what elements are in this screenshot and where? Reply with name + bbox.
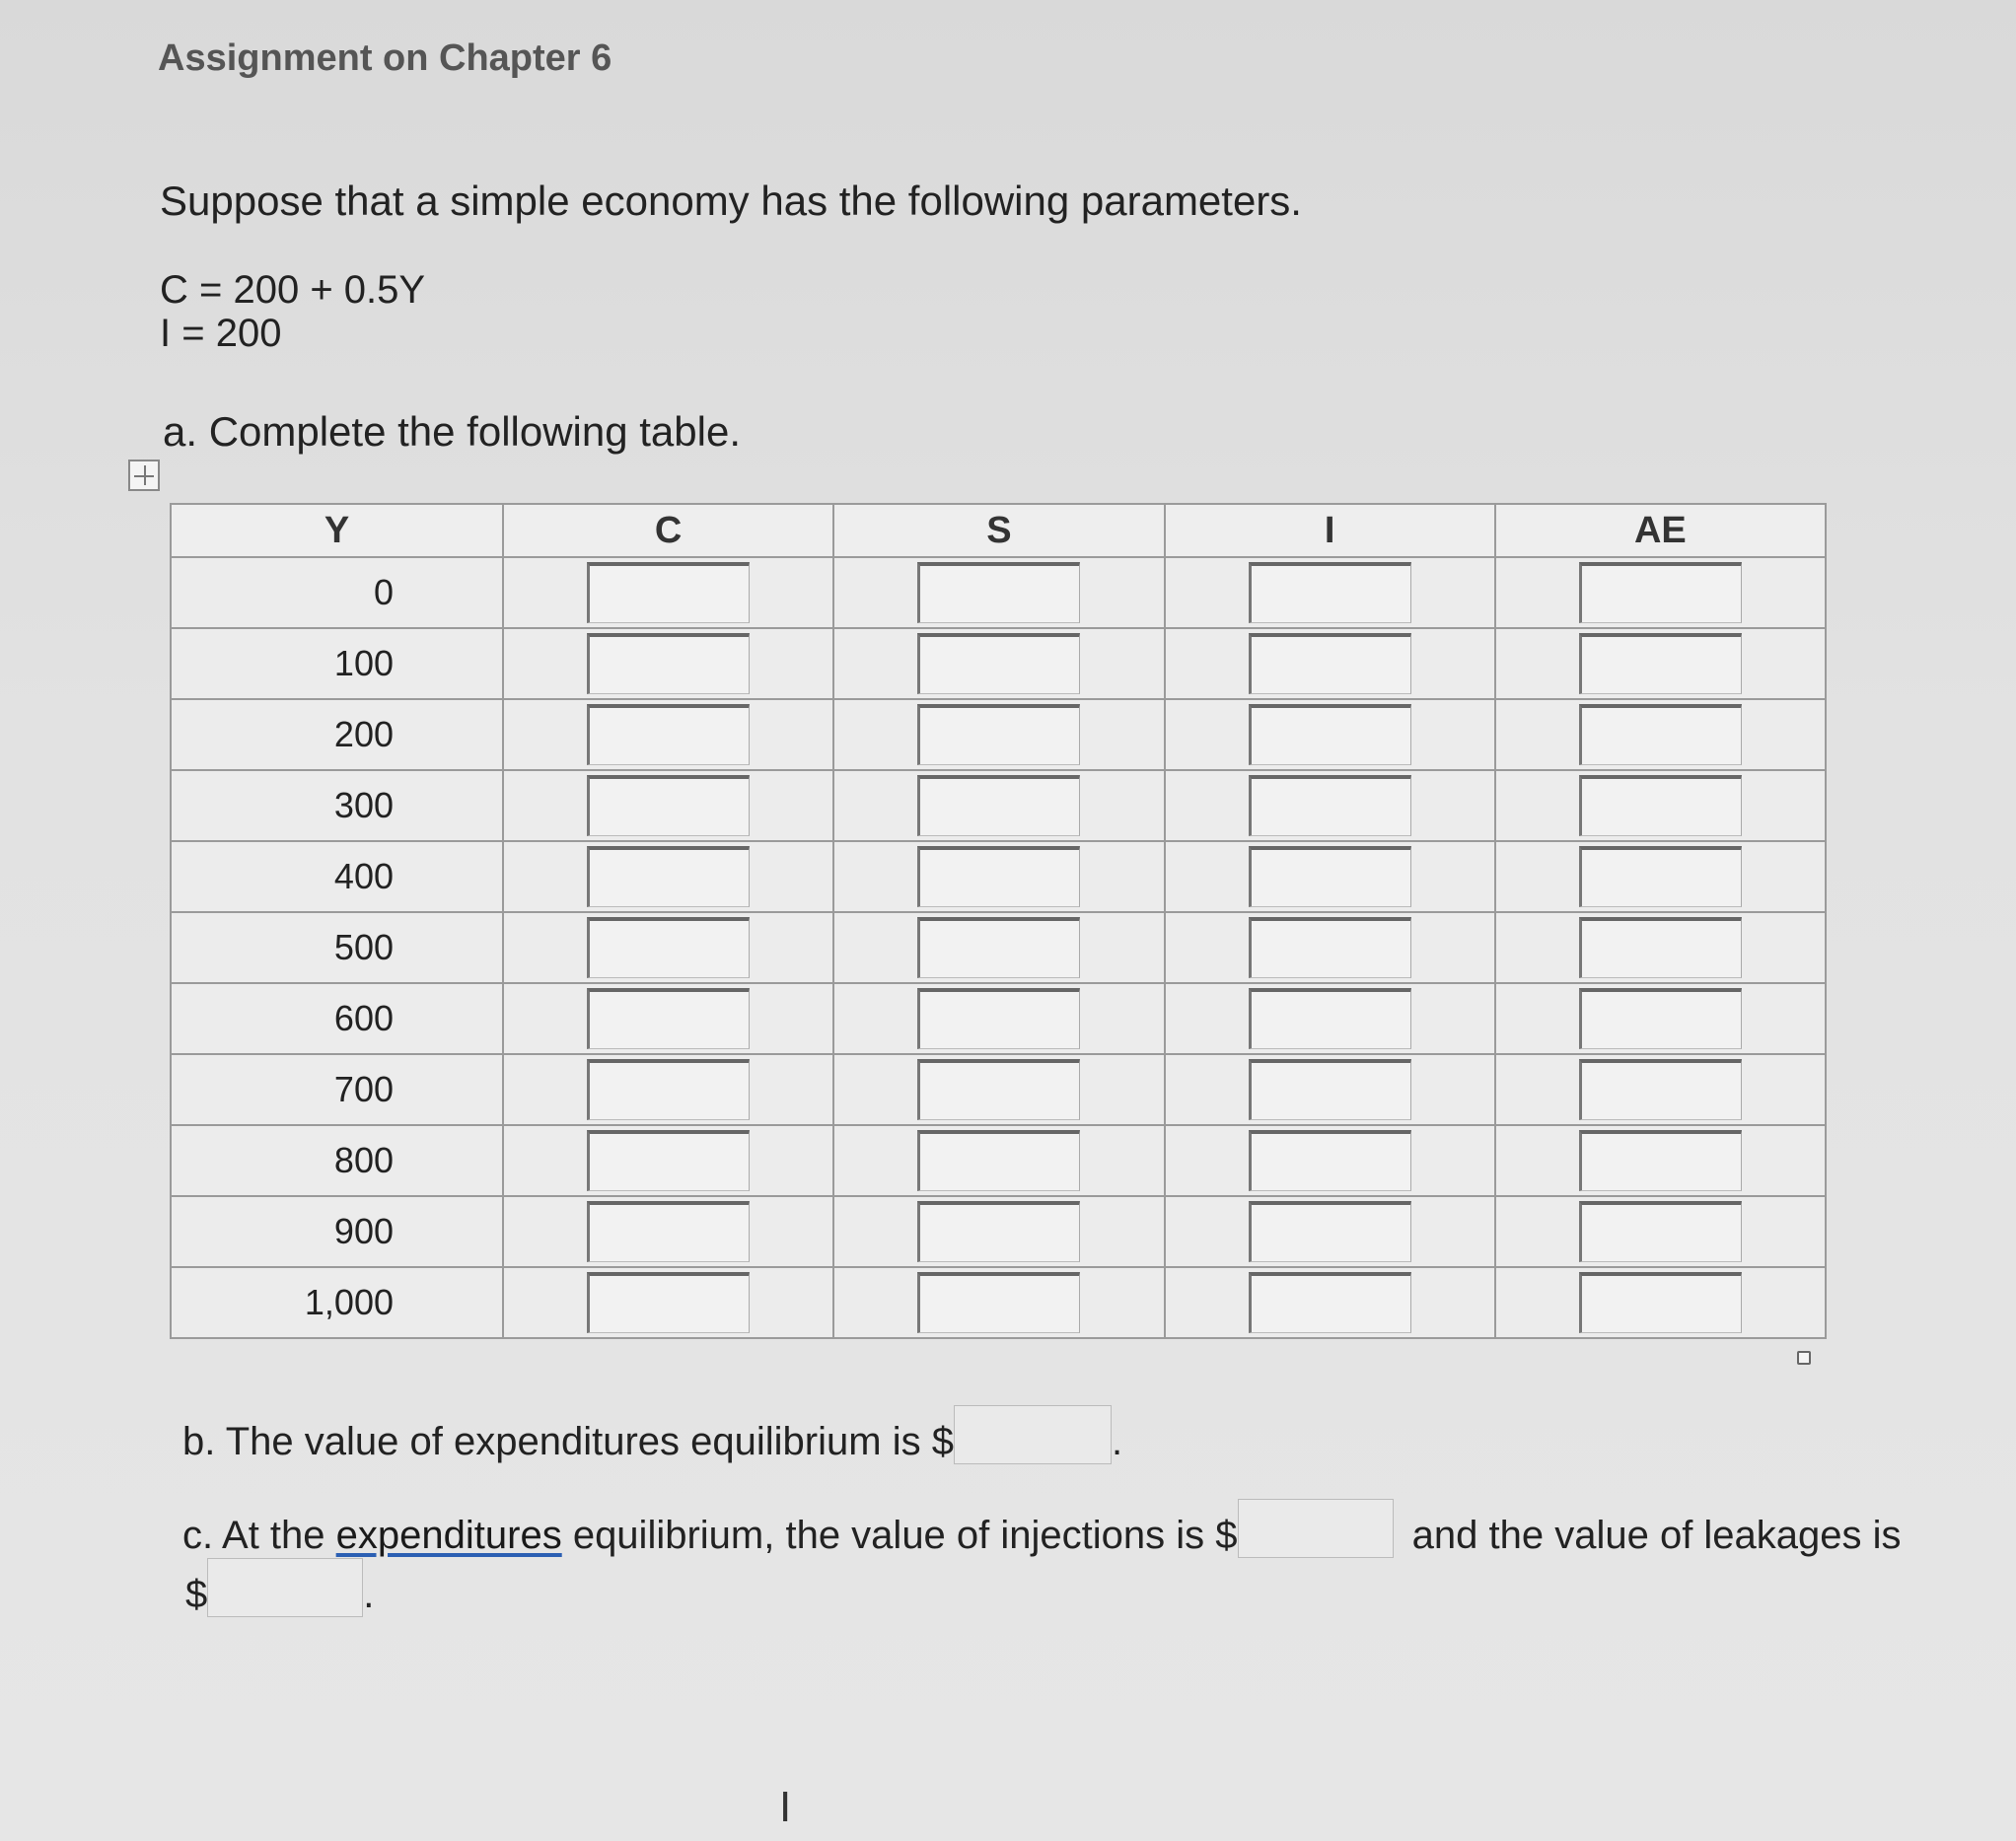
s-cell (833, 699, 1164, 770)
part-c-leakages-line (185, 1558, 374, 1617)
part-c-prefix: c. At the (182, 1514, 336, 1557)
c-cell (503, 1267, 833, 1338)
ae-input[interactable] (1579, 775, 1742, 836)
leakages-dollar-sign: $ (185, 1573, 208, 1616)
ae-cell (1495, 983, 1826, 1054)
part-b-period: . (1111, 1420, 1123, 1463)
leakages-input[interactable] (207, 1558, 363, 1617)
c-cell (503, 699, 833, 770)
i-cell (1165, 983, 1495, 1054)
s-input[interactable] (917, 917, 1080, 978)
part-c-middle: equilibrium, the value of injections is $ (561, 1514, 1238, 1557)
s-cell (833, 1267, 1164, 1338)
c-input[interactable] (587, 917, 750, 978)
part-c-leakages-text: and the value of leakages is (1411, 1514, 1902, 1557)
y-value-cell: 500 (171, 912, 503, 983)
ae-cell (1495, 557, 1826, 628)
column-header-i: I (1165, 504, 1495, 557)
s-cell (833, 912, 1164, 983)
table-row (171, 912, 1826, 983)
c-input[interactable] (587, 562, 750, 623)
c-cell (503, 557, 833, 628)
y-value-cell: 400 (171, 841, 503, 912)
ae-cell (1495, 841, 1826, 912)
c-cell (503, 983, 833, 1054)
column-header-ae: AE (1495, 504, 1826, 557)
ae-cell (1495, 912, 1826, 983)
i-cell (1165, 1054, 1495, 1125)
ae-cell (1495, 1196, 1826, 1267)
column-header-c: C (503, 504, 833, 557)
ae-cell (1495, 628, 1826, 699)
c-input[interactable] (587, 1130, 750, 1191)
calculation-table (170, 503, 1827, 1339)
s-input[interactable] (917, 775, 1080, 836)
c-input[interactable] (587, 775, 750, 836)
ae-input[interactable] (1579, 1130, 1742, 1191)
s-input[interactable] (917, 988, 1080, 1049)
s-input[interactable] (917, 846, 1080, 907)
c-input[interactable] (587, 846, 750, 907)
i-cell (1165, 557, 1495, 628)
i-input[interactable] (1249, 1130, 1411, 1191)
s-input[interactable] (917, 1201, 1080, 1262)
s-cell (833, 983, 1164, 1054)
column-header-s: S (833, 504, 1164, 557)
column-header-y: Y (171, 504, 503, 557)
consumption-equation: C = 200 + 0.5Y (160, 268, 426, 312)
table-row (171, 841, 1826, 912)
i-input[interactable] (1249, 562, 1411, 623)
s-cell (833, 1196, 1164, 1267)
ae-input[interactable] (1579, 704, 1742, 765)
table-row (171, 557, 1826, 628)
s-cell (833, 1125, 1164, 1196)
c-cell (503, 628, 833, 699)
s-cell (833, 1054, 1164, 1125)
assignment-title: Assignment on Chapter 6 (158, 37, 612, 79)
i-cell (1165, 1267, 1495, 1338)
investment-equation: I = 200 (160, 312, 282, 355)
i-cell (1165, 770, 1495, 841)
table-row (171, 983, 1826, 1054)
y-value-cell: 700 (171, 1054, 503, 1125)
ae-cell (1495, 770, 1826, 841)
s-input[interactable] (917, 1059, 1080, 1120)
s-cell (833, 557, 1164, 628)
ae-cell (1495, 1267, 1826, 1338)
ae-input[interactable] (1579, 633, 1742, 694)
text-cursor-icon: I (779, 1783, 792, 1831)
ae-input[interactable] (1579, 846, 1742, 907)
ae-input[interactable] (1579, 1272, 1742, 1333)
part-b-question (182, 1405, 1122, 1464)
i-input[interactable] (1249, 775, 1411, 836)
ae-input[interactable] (1579, 1201, 1742, 1262)
c-cell (503, 1125, 833, 1196)
problem-intro: Suppose that a simple economy has the following parameters. (160, 177, 1302, 224)
y-value-cell: 900 (171, 1196, 503, 1267)
i-input[interactable] (1249, 917, 1411, 978)
s-input[interactable] (917, 1130, 1080, 1191)
i-input[interactable] (1249, 704, 1411, 765)
y-value-cell: 0 (171, 557, 503, 628)
c-input[interactable] (587, 1201, 750, 1262)
i-cell (1165, 1125, 1495, 1196)
part-c-period: . (363, 1573, 375, 1616)
s-input[interactable] (917, 633, 1080, 694)
ae-cell (1495, 1054, 1826, 1125)
c-cell (503, 912, 833, 983)
ae-input[interactable] (1579, 1059, 1742, 1120)
i-input[interactable] (1249, 1272, 1411, 1333)
c-input[interactable] (587, 1059, 750, 1120)
i-cell (1165, 1196, 1495, 1267)
s-input[interactable] (917, 704, 1080, 765)
i-input[interactable] (1249, 633, 1411, 694)
c-cell (503, 1054, 833, 1125)
ae-input[interactable] (1579, 988, 1742, 1049)
table-row (171, 628, 1826, 699)
i-input[interactable] (1249, 1059, 1411, 1120)
s-input[interactable] (917, 562, 1080, 623)
expenditures-glossary-link[interactable]: expenditures (335, 1514, 562, 1557)
c-cell (503, 1196, 833, 1267)
c-input[interactable] (587, 704, 750, 765)
table-row (171, 1125, 1826, 1196)
y-value-cell: 800 (171, 1125, 503, 1196)
equilibrium-expenditure-input[interactable] (954, 1405, 1112, 1464)
c-cell (503, 841, 833, 912)
table-header-row (171, 504, 1826, 557)
ae-cell (1495, 699, 1826, 770)
ae-input[interactable] (1579, 562, 1742, 623)
i-input[interactable] (1249, 846, 1411, 907)
part-a-prompt: a. Complete the following table. (163, 408, 742, 455)
i-input[interactable] (1249, 1201, 1411, 1262)
c-cell (503, 770, 833, 841)
part-c-question (182, 1499, 1902, 1558)
i-cell (1165, 628, 1495, 699)
table-row (171, 1267, 1826, 1338)
table-row (171, 770, 1826, 841)
table-row (171, 699, 1826, 770)
c-input[interactable] (587, 1272, 750, 1333)
y-value-cell: 600 (171, 983, 503, 1054)
y-value-cell: 300 (171, 770, 503, 841)
part-b-text: b. The value of expenditures equilibrium is $ (182, 1420, 954, 1463)
s-input[interactable] (917, 1272, 1080, 1333)
i-cell (1165, 841, 1495, 912)
injections-input[interactable] (1238, 1499, 1394, 1558)
y-value-cell: 100 (171, 628, 503, 699)
s-cell (833, 841, 1164, 912)
i-input[interactable] (1249, 988, 1411, 1049)
ae-input[interactable] (1579, 917, 1742, 978)
table-row (171, 1054, 1826, 1125)
s-cell (833, 628, 1164, 699)
y-value-cell: 200 (171, 699, 503, 770)
i-cell (1165, 699, 1495, 770)
c-input[interactable] (587, 633, 750, 694)
table-row (171, 1196, 1826, 1267)
y-value-cell: 1,000 (171, 1267, 503, 1338)
c-input[interactable] (587, 988, 750, 1049)
table-resize-handle[interactable] (1797, 1351, 1811, 1365)
expand-table-icon[interactable] (128, 460, 160, 491)
s-cell (833, 770, 1164, 841)
i-cell (1165, 912, 1495, 983)
ae-cell (1495, 1125, 1826, 1196)
